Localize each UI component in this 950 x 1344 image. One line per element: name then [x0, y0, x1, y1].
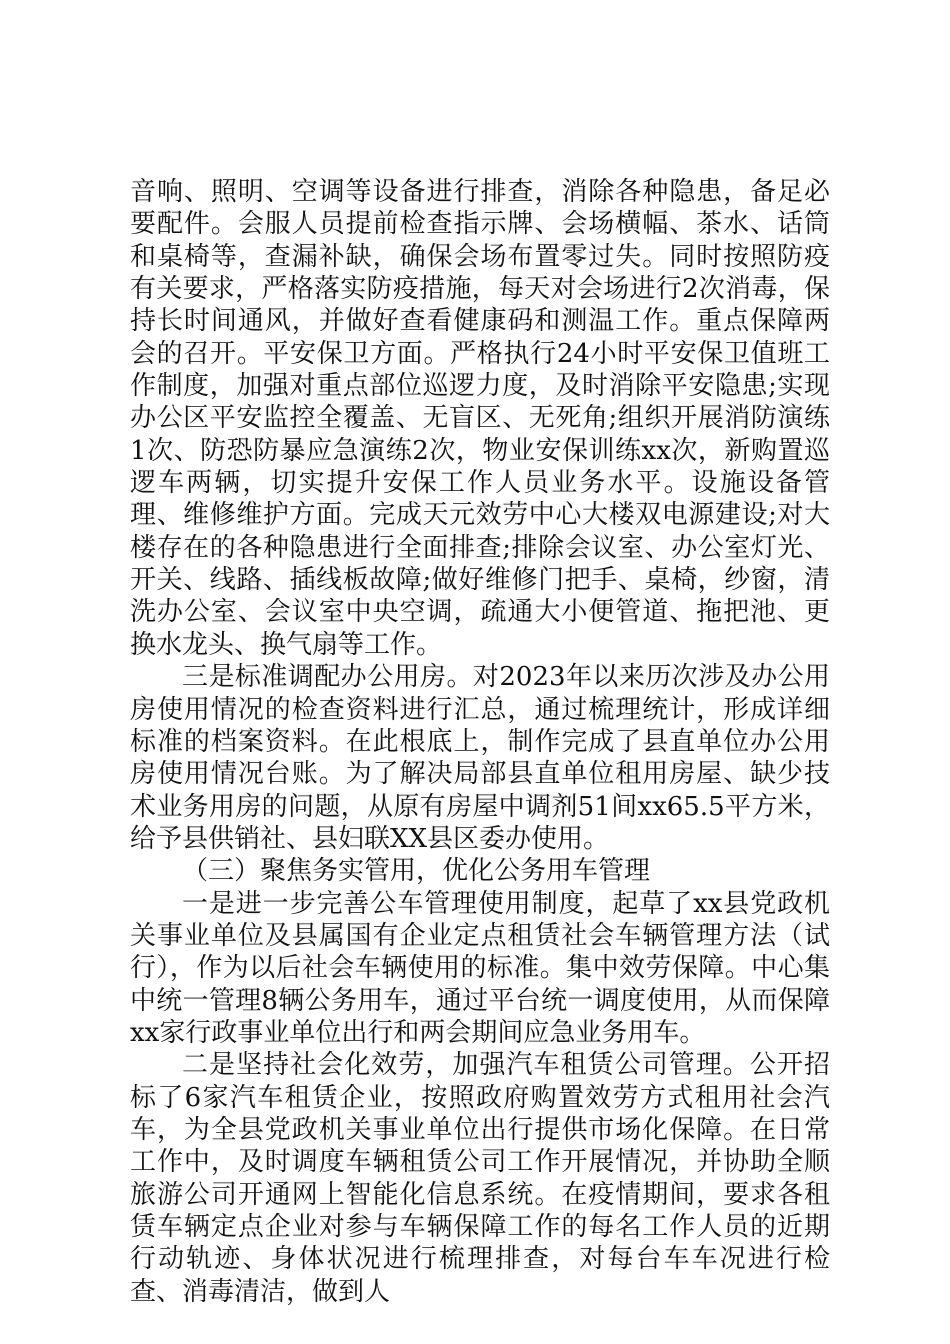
section-heading-vehicles: （三）聚焦务实管用，优化公务用车管理	[182, 856, 651, 887]
document-body	[130, 176, 830, 1308]
paragraph-vehicle-rental: 二是坚持社会化效劳，加强汽车租赁公司管理。公开招标了6家汽车租赁企业，按照政府购置效劳方式租用社会汽车，为全县党政机关事业单位出行提供市场化保障。在日常工作中，及时调度车辆租赁公司工作开展情况，并协助全顺旅游公司开通网上智能化信息系统。在疫情期间，要求各租赁车辆定点企业对参与车辆保障工作的每名工作人员的近期行动轨迹、身体状况进行梳理排查，对每台车车况进行检查、消毒清洁，做到人	[130, 1050, 830, 1307]
paragraph-office-housing: 三是标准调配办公用房。对2023年以来历次涉及办公用房使用情况的检查资料进行汇总，通过梳理统计，形成详细标准的档案资料。在此根底上，制作完成了县直单位办公用房使用情况台账。为了解决局部县直单位租用房屋、缺少技术业务用房的问题，从原有房屋中调剂51间xx65.5平方米，给予县供销社、县妇联XX县区委办使用。	[130, 662, 830, 854]
paragraph-vehicle-rules: 一是进一步完善公车管理使用制度，起草了xx县党政机关事业单位及县属国有企业定点租赁社会车辆管理方法（试行），作为以后社会车辆使用的标准。集中效劳保障。中心集中统一管理8辆公务用车，通过平台统一调度使用，从而保障xx家行政事业单位出行和两会期间应急业务用车。	[130, 888, 830, 1048]
paragraph-continuation: 音响、照明、空调等设备进行排查，消除各种隐患，备足必要配件。会服人员提前检查指示牌、会场横幅、茶水、话筒和桌椅等，查漏补缺，确保会场布置零过失。同时按照防疫有关要求，严格落实防疫措施，每天对会场进行2次消毒，保持长时间通风，并做好查看健康码和测温工作。重点保障两会的召开。平安保卫方面。严格执行24小时平安保卫值班工作制度，加强对重点部位巡逻力度，及时消除平安隐患;实现办公区平安监控全覆盖、无盲区、无死角;组织开展消防演练1次、防恐防暴应急演练2次，物业安保训练xx次，新购置巡逻车两辆，切实提升安保工作人员业务水平。设施设备管理、维修维护方面。完成天元效劳中心大楼双电源建设;对大楼存在的各种隐患进行全面排查;排除会议室、办公室灯光、开关、线路、插线板故障;做好维修门把手、桌椅，纱窗，清洗办公室、会议室中央空调，疏通大小便管道、拖把池、更换水龙头、换气扇等工作。	[130, 177, 830, 660]
